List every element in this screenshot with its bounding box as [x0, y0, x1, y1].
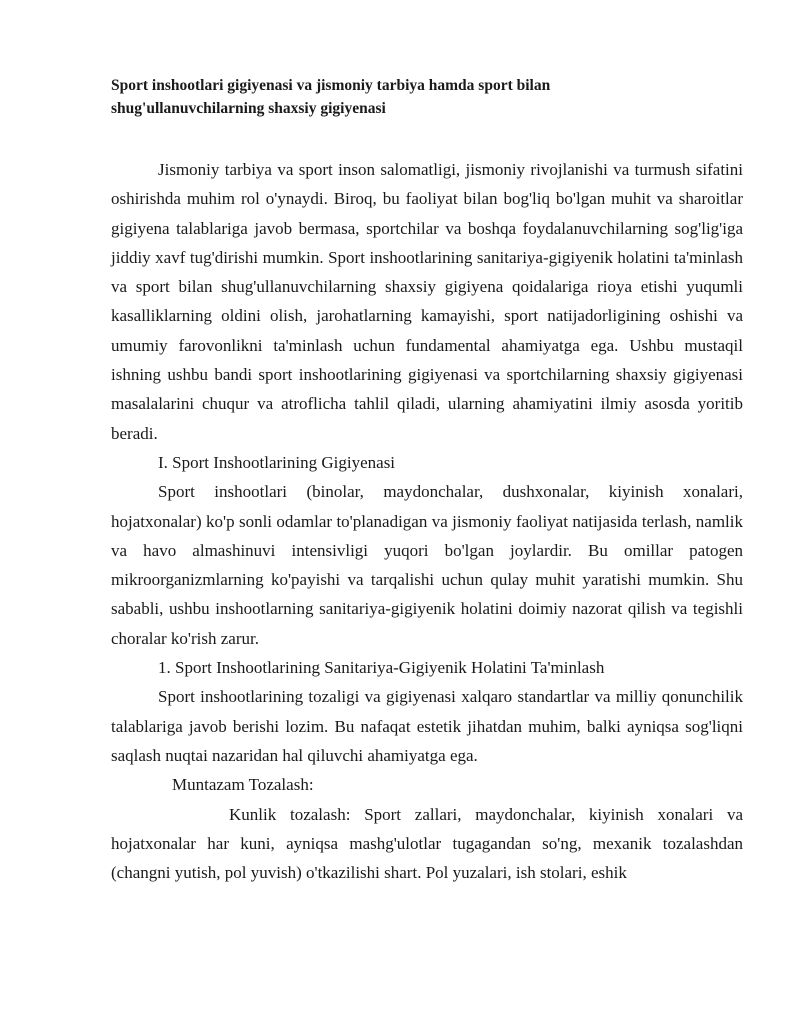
document-title	[111, 74, 711, 120]
cleaning-heading: Muntazam Tozalash:	[172, 775, 314, 795]
document-body	[111, 155, 743, 887]
section-1-paragraph: Sport inshootlari (binolar, maydonchalar, dushxonalar, kiyinish xonalari, hojatxonalar) ko'p sonli odamlar to'planadigan va jismoniy faoliyat natijasida terlash, namlik va havo almashinuvi intensivligi yuqori bo'lgan joylardir. Bu omillar patogen mikroorganizmlarning ko'payishi va tarqalishi uchun qulay muhit yaratishi mumkin. Shu sababli, ushbu inshootlarning sanitariya-gigiyenik holatini doimiy nazorat qilish va tegishli choralar ko'rish zarur.	[111, 482, 743, 648]
title-line-2: shug'ullanuvchilarning shaxsiy gigiyenasi	[111, 100, 386, 117]
subsection-heading-1: 1. Sport Inshootlarining Sanitariya-Gigiyenik Holatini Ta'minlash	[158, 658, 605, 678]
section-heading-1: I. Sport Inshootlarining Gigiyenasi	[158, 452, 396, 472]
intro-paragraph: Jismoniy tarbiya va sport inson salomatligi, jismoniy rivojlanishi va turmush sifatini oshirishda muhim rol o'ynaydi. Biroq, bu faoliyat bilan bog'liq bo'lgan muhit va sharoitlar gigiyena talablariga javob bermasa, sportchilar va boshqa foydalanuvchilarning sog'lig'iga jiddiy xavf tug'dirishi mumkin. Sport inshootlarining sanitariya-gigiyenik holatini ta'minlash va sport bilan shug'ullanuvchilarning shaxsiy gigiyena qoidalariga rioya etishi yuqumli kasalliklarning oldini olish, jarohatlarning kamayishi, sport natijadorligining oshishi va umumiy farovonlikni ta'minlash uchun fundamental ahamiyatga ega. Ushbu mustaqil ishning ushbu bandi sport inshootlarining gigiyenasi va sportchilarning shaxsiy gigiyenasi masalalarini chuqur va atroflicha tahlil qiladi, ularning ahamiyatini ilmiy asosda yoritib beradi.	[111, 160, 743, 443]
subsection-1-paragraph: Sport inshootlarining tozaligi va gigiyenasi xalqaro standartlar va milliy qonunchilik talablariga javob berishi lozim. Bu nafaqat estetik jihatdan muhim, balki ayniqsa sog'liqni saqlash nuqtai nazaridan hal qiluvchi ahamiyatga ega.	[111, 687, 743, 765]
daily-cleaning-paragraph: Kunlik tozalash: Sport zallari, maydonchalar, kiyinish xonalari va hojatxonalar har kuni, ayniqsa mashg'ulotlar tugagandan so'ng, mexanik tozalashdan (changni yutish, pol yuvish) o'tkazilishi shart. Pol yuzalari, ish stolari, eshik	[111, 804, 743, 883]
title-line-1: Sport inshootlari gigiyenasi va jismoniy tarbiya hamda sport bilan	[111, 77, 551, 94]
